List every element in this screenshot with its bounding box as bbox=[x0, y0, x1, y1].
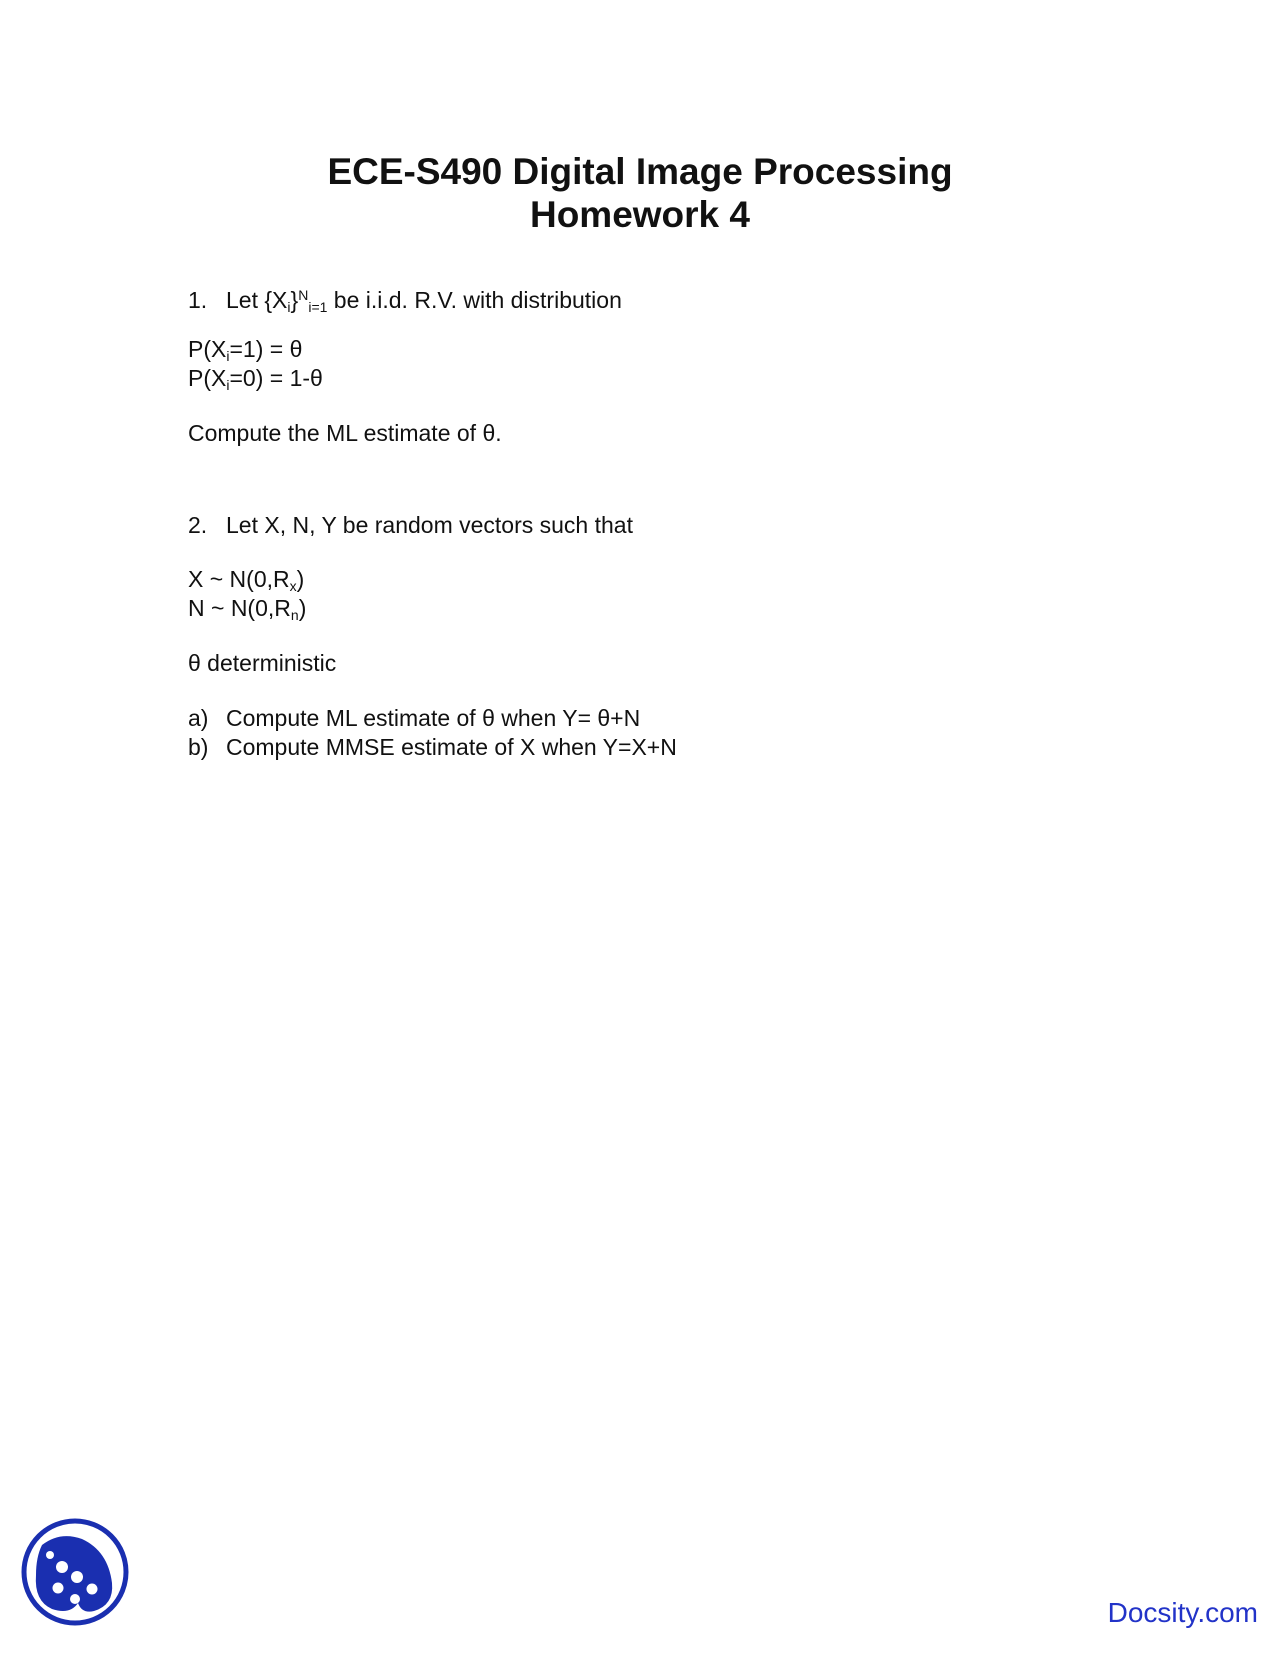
problem-1-intro: 1. Let $\{X_i\}^N_{i=1}$ be i.i.d. R.V. with distribution bbox=[188, 287, 622, 315]
docsity-brand-link[interactable]: Docsity.com bbox=[1107, 1597, 1258, 1628]
part-a-label: a) bbox=[188, 705, 209, 731]
problem-2-part-a: a) Compute ML estimate of θ when Y= θ+N bbox=[188, 705, 641, 731]
problem-2-equation-x: X ~ $N(0,R_x)$ bbox=[188, 566, 305, 594]
docsity-logo-icon[interactable] bbox=[20, 1517, 130, 1627]
document-subtitle: Homework 4 bbox=[529, 194, 750, 235]
problem-1-equation-1: $P(X_i=1) = \theta$ bbox=[188, 336, 303, 364]
problem-2-number: 2. bbox=[188, 512, 208, 538]
part-b-label: b) bbox=[188, 734, 209, 760]
problem-1-number: 1. bbox=[188, 287, 208, 313]
problem-2-note: θ deterministic bbox=[188, 650, 337, 676]
document-title: ECE-S490 Digital Image Processing bbox=[327, 151, 953, 192]
problem-2-part-b: b) Compute MMSE estimate of X when Y=X+N bbox=[188, 734, 677, 760]
problem-2-intro: 2. Let X, N, Y be random vectors such that bbox=[188, 512, 633, 538]
problem-2-equation-n: N ~ $N(0,R_n)$ bbox=[188, 595, 307, 623]
problem-1-task: Compute the ML estimate of θ. bbox=[188, 420, 502, 446]
problem-1-equation-2: $P(X_i=0) = 1-\theta$ bbox=[188, 365, 323, 393]
